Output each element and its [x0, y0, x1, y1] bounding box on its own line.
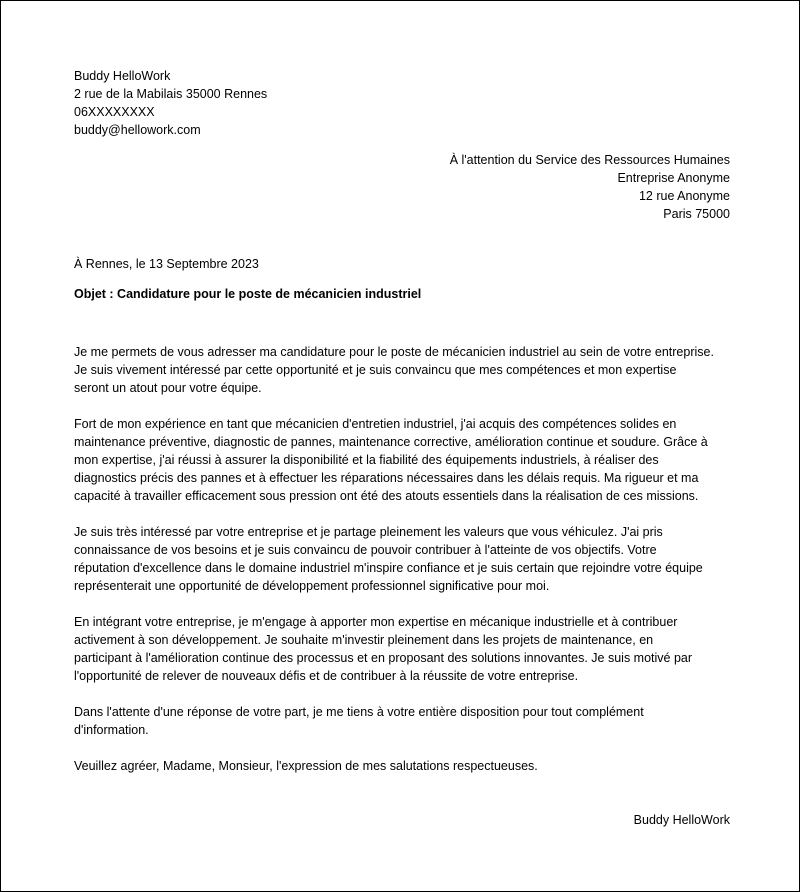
- body-paragraph: [74, 523, 730, 595]
- body-line: En intégrant votre entreprise, je m'engage à apporter mon expertise en mécanique industrielle et à contribuer: [74, 615, 678, 629]
- body-line: Dans l'attente d'une réponse de votre part, je me tiens à votre entière disposition pour tout complément: [74, 705, 644, 719]
- body-line: diagnostics précis des pannes et à effectuer les réparations nécessaires dans les délais requis. Ma rigueur et ma: [74, 471, 699, 485]
- body-line: d'information.: [74, 723, 149, 737]
- letter-body: [74, 343, 730, 793]
- sender-address: 2 rue de la Mabilais 35000 Rennes: [74, 87, 268, 101]
- body-line: participant à l'amélioration continue des processus et en proposant des solutions innovantes. Je suis motivé par: [74, 651, 693, 665]
- body-paragraph: [74, 415, 730, 505]
- recipient-block: [74, 151, 730, 223]
- recipient-street: 12 rue Anonyme: [638, 189, 730, 203]
- signature: Buddy HelloWork: [633, 813, 730, 827]
- sender-email: buddy@hellowork.com: [74, 123, 201, 137]
- body-line: Je me permets de vous adresser ma candidature pour le poste de mécanicien industriel au sein de votre entreprise.: [74, 345, 714, 359]
- recipient-city: Paris 75000: [663, 207, 730, 221]
- sender-name: Buddy HelloWork: [74, 69, 171, 83]
- body-line: capacité à travailler efficacement sous pression ont été des atouts essentiels dans la réalisation de ces missions.: [74, 489, 699, 503]
- body-line: l'opportunité de relever de nouveaux défis et de contribuer à la réussite de votre entreprise.: [74, 669, 579, 683]
- body-line: connaissance de vos besoins et je suis convaincu de pouvoir contribuer à l'atteinte de vos objectifs. Votre: [74, 543, 657, 557]
- recipient-company: Entreprise Anonyme: [617, 171, 730, 185]
- body-line: Veuillez agréer, Madame, Monsieur, l'expression de mes salutations respectueuses.: [74, 759, 538, 773]
- body-line: Je suis vivement intéressé par cette opportunité et je suis convaincu que mes compétences et mon expertise: [74, 363, 677, 377]
- body-line: mon expertise, j'ai réussi à assurer la disponibilité et la fiabilité des équipements industriels, à réaliser des: [74, 453, 659, 467]
- closing-paragraph: [74, 757, 730, 775]
- body-line: représenterait une opportunité de développement professionnel significative pour moi.: [74, 579, 550, 593]
- letter-date: À Rennes, le 13 Septembre 2023: [74, 257, 259, 271]
- body-line: Fort de mon expérience en tant que mécanicien d'entretien industriel, j'ai acquis des compétences solides en: [74, 417, 677, 431]
- body-line: activement à son développement. Je souhaite m'investir pleinement dans les projets de maintenance, en: [74, 633, 654, 647]
- sender-phone: 06XXXXXXXX: [74, 105, 155, 119]
- recipient-attention: À l'attention du Service des Ressources Humaines: [449, 153, 730, 167]
- body-line: seront un atout pour votre équipe.: [74, 381, 262, 395]
- sender-block: [74, 67, 730, 139]
- body-paragraph: [74, 703, 730, 739]
- body-line: réputation d'excellence dans le domaine industriel m'inspire confiance et je suis certain que rejoindre votre équipe: [74, 561, 703, 575]
- body-line: maintenance préventive, diagnostic de pannes, maintenance corrective, amélioration continue et soudure. Grâce à: [74, 435, 708, 449]
- body-paragraph: [74, 343, 730, 397]
- letter-subject: Objet : Candidature pour le poste de mécanicien industriel: [74, 287, 422, 301]
- body-paragraph: [74, 613, 730, 685]
- body-line: Je suis très intéressé par votre entreprise et je partage pleinement les valeurs que vous véhiculez. J'ai pris: [74, 525, 663, 539]
